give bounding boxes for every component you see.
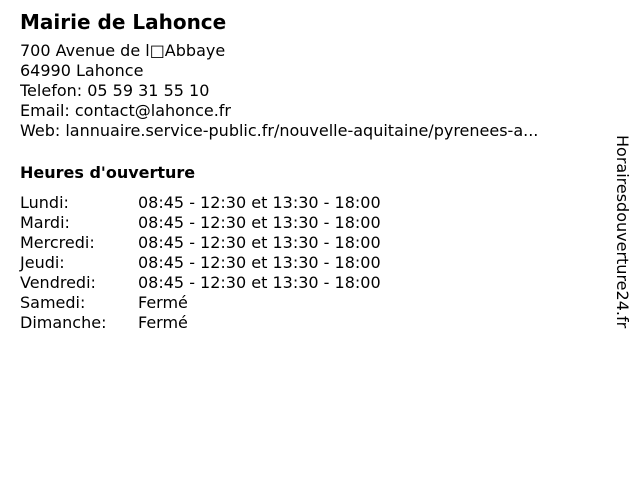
hours-row-tuesday (20, 213, 610, 233)
day-hours: 08:45 - 12:30 et 13:30 - 18:00 (138, 253, 381, 272)
day-hours: 08:45 - 12:30 et 13:30 - 18:00 (138, 213, 381, 232)
day-hours: Fermé (138, 293, 188, 312)
phone-number: Telefon: 05 59 31 55 10 (20, 81, 210, 100)
hours-row-thursday (20, 253, 610, 273)
hours-row-sunday (20, 313, 610, 333)
day-label: Dimanche: (20, 313, 107, 332)
day-hours: 08:45 - 12:30 et 13:30 - 18:00 (138, 193, 381, 212)
hours-row-monday (20, 193, 610, 213)
business-title: Mairie de Lahonce (20, 10, 227, 34)
day-hours: 08:45 - 12:30 et 13:30 - 18:00 (138, 233, 381, 252)
business-card (20, 9, 610, 333)
day-label: Samedi: (20, 293, 86, 312)
email-address: Email: contact@lahonce.fr (20, 101, 231, 120)
opening-hours-table (20, 193, 610, 333)
opening-hours-heading: Heures d'ouverture (20, 163, 196, 182)
postal-city: 64990 Lahonce (20, 61, 144, 80)
day-hours: 08:45 - 12:30 et 13:30 - 18:00 (138, 273, 381, 292)
day-label: Jeudi: (20, 253, 65, 272)
hours-row-friday (20, 273, 610, 293)
day-label: Mercredi: (20, 233, 95, 252)
site-watermark: Horairesdouverture24.fr (613, 135, 632, 329)
street-address: 700 Avenue de l□Abbaye (20, 41, 226, 60)
day-label: Vendredi: (20, 273, 96, 292)
day-label: Lundi: (20, 193, 69, 212)
hours-row-wednesday (20, 233, 610, 253)
day-label: Mardi: (20, 213, 70, 232)
day-hours: Fermé (138, 313, 188, 332)
address-block (20, 41, 610, 141)
website-url: Web: lannuaire.service-public.fr/nouvelle-aquitaine/pyrenees-a... (20, 121, 539, 140)
hours-row-saturday (20, 293, 610, 313)
